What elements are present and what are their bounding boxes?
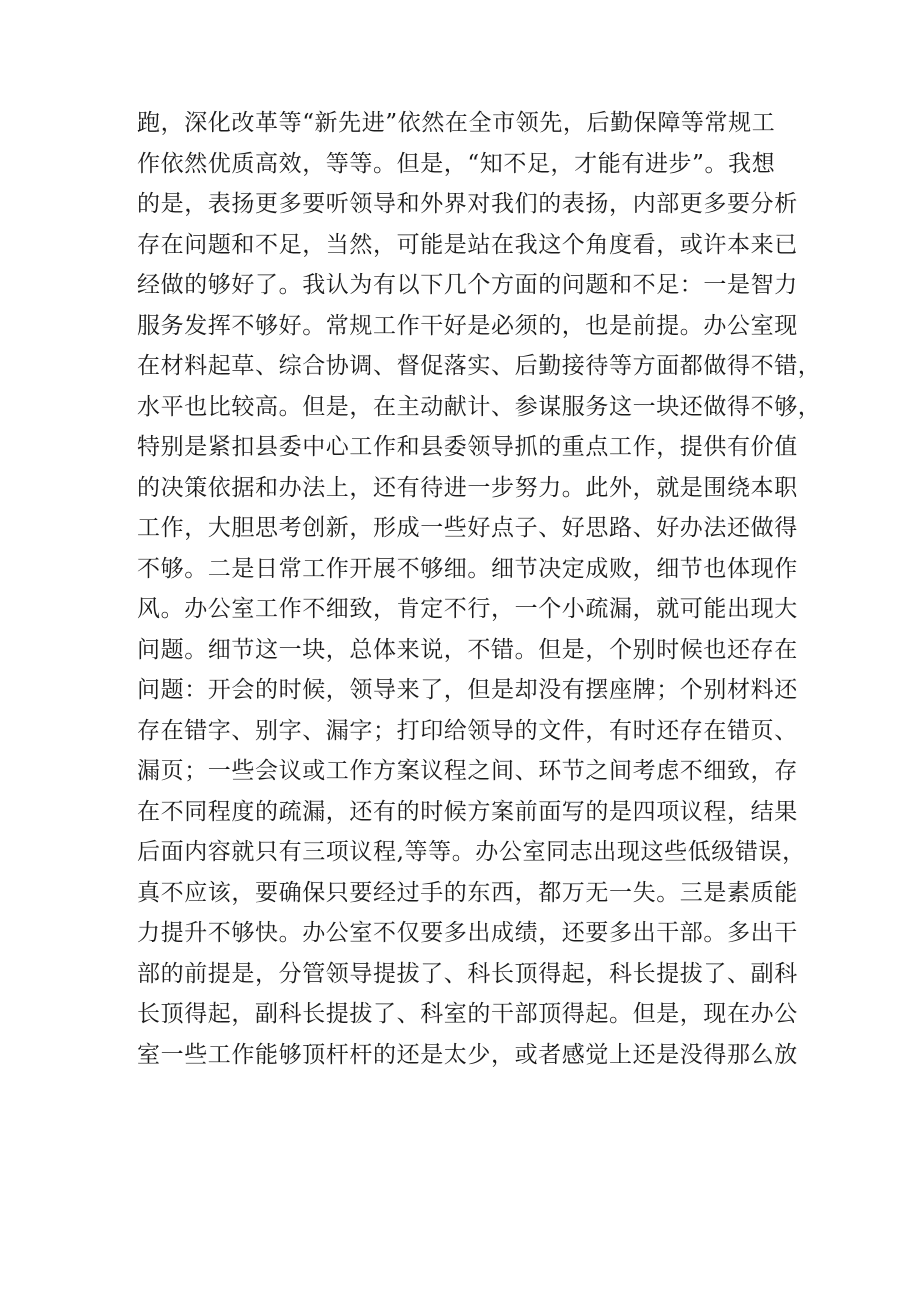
text-line: 的是，表扬更多要听领导和外界对我们的表扬，内部更多要分析 [137,191,798,217]
text-line: 真不应该，要确保只要经过手的东西，都万无一失。三是素质能 [137,879,798,906]
body-text [137,103,822,1075]
text-line: 室一些工作能够顶杆杆的还是太少，或者感觉上还是没得那么放 [137,1041,798,1068]
text-line: 服务发挥不够好。常规工作干好是必须的，也是前提。办公室现 [137,312,798,339]
text-line: 力提升不够快。办公室不仅要多出成绩，还要多出干部。多出干 [137,920,798,946]
text-line: 问题：开会的时候，领导来了，但是却没有摆座牌；个别材料还 [137,677,798,703]
text-line: 问题。细节这一块，总体来说，不错。但是，个别时候也还存在 [137,636,798,663]
text-line: 作依然优质高效，等等。但是，“知不足，才能有进步”。我想 [137,150,776,177]
text-line: 在不同程度的疏漏，还有的时候方案前面写的是四项议程，结果 [137,798,798,825]
text-line: 长顶得起，副科长提拔了、科室的干部顶得起。但是，现在办公 [137,1001,798,1027]
text-line: 不够。二是日常工作开展不够细。细节决定成败，细节也体现作 [137,555,798,582]
text-line: 存在错字、别字、漏字；打印给领导的文件，有时还存在错页、 [137,717,798,744]
text-line: 工作，大胆思考创新，形成一些好点子、好思路、好办法还做得 [137,515,798,541]
text-line: 水平也比较高。但是，在主动献计、参谋服务这一块还做得不够， [137,393,822,420]
text-line: 跑，深化改革等“新先进”依然在全市领先，后勤保障等常规工 [137,110,776,136]
text-line: 的决策依据和办法上，还有待进一步努力。此外，就是围绕本职 [137,474,798,501]
text-line: 特别是紧扣县委中心工作和县委领导抓的重点工作，提供有价值 [137,434,798,460]
text-line: 经做的够好了。我认为有以下几个方面的问题和不足：一是智力 [137,272,798,298]
text-line: 后面内容就只有三项议程,等等。办公室同志出现这些低级错误， [137,839,806,865]
text-line: 存在问题和不足，当然，可能是站在我这个角度看，或许本来已 [137,231,798,258]
text-line: 风。办公室工作不细致，肯定不行，一个小疏漏，就可能出现大 [137,596,798,622]
text-line: 漏页；一些会议或工作方案议程之间、环节之间考虑不细致，存 [137,758,798,784]
text-line: 在材料起草、综合协调、督促落实、后勤接待等方面都做得不错， [137,353,822,379]
text-line: 部的前提是，分管领导提拔了、科长顶得起，科长提拔了、副科 [137,960,798,987]
